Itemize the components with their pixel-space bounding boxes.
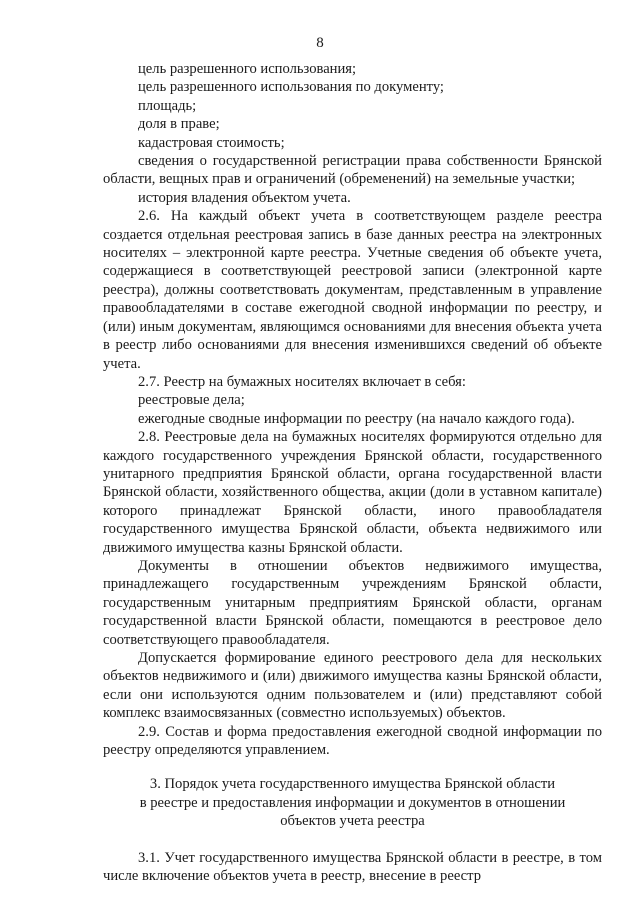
list-item: цель разрешенного использования; (138, 61, 357, 77)
list-item: доля в праве; (138, 116, 220, 133)
paragraph-single-file: Допускается формирование единого реестрового дела для нескольких объектов недвижимого и (или) движимого имущества казны Брянской области, если они используются одним пользователем и (или) представляют собой комплекс взаимосвязанных (совместно используемых) объектов. (103, 650, 602, 722)
list-item: реестровые дела; (138, 392, 245, 409)
list-item: площадь; (138, 97, 197, 114)
list-item: ежегодные сводные информации по реестру (на начало каждого года). (138, 410, 575, 427)
paragraph-2-7: 2.7. Реестр на бумажных носителях включает в себя: (138, 373, 466, 390)
paragraph-state-registration: сведения о государственной регистрации права собственности Брянской области, вещных прав и ограничений (обременений) на земельные участки; (103, 153, 602, 188)
paragraph-documents: Документы в отношении объектов недвижимого имущества, принадлежащего государственным учреждениям Брянской области, государственным унитарным предприятиям Брянской области, органам государственной власти Брянской области, помещаются в реестровое дело соответствующего правообладателя. (103, 557, 602, 648)
paragraph-2-6: 2.6. На каждый объект учета в соответствующем разделе реестра создается отдельная реестровая запись в базе данных реестра на электронных носителях – электронной карте реестра. Учетные сведения об объекте учета, содержащиеся в соответствующей реестровой записи (электронной карте реестра), должны соответствовать документам, представленным в управление правообладателями в составе ежегодной сводной информации по реестру, и (или) иным документам, являющимся основаниями для внесения объекта учета в реестр либо основаниями для внесения изменившихся сведений об объекте учета. (103, 208, 602, 372)
section-heading-line: в реестре и предоставления информации и документов в отношении (139, 794, 566, 811)
paragraph-2-9: 2.9. Состав и форма предоставления ежегодной сводной информации по реестру определяются управлением. (103, 723, 602, 759)
list-item: цель разрешенного использования по документу; (138, 79, 444, 96)
paragraph-3-1: 3.1. Учет государственного имущества Брянской области в реестре, в том числе включение объектов учета в реестр, внесение в реестр (103, 849, 602, 885)
section-heading-line: 3. Порядок учета государственного имущества Брянской области (149, 776, 556, 793)
list-item: кадастровая стоимость; (138, 134, 285, 151)
page-number: 8 (316, 35, 324, 51)
paragraph-ownership-history: история владения объектом учета. (138, 189, 351, 206)
document-body (103, 60, 602, 885)
section-heading-line: объектов учета реестра (280, 813, 425, 830)
paragraph-2-8: 2.8. Реестровые дела на бумажных носителях формируются отдельно для каждого государственного учреждения Брянской области, государственного унитарного предприятия Брянской области, органа государственной власти Брянской области, хозяйственного общества, акции (доли в уставном капитале) которого принадлежат Брянской области, иного правообладателя государственного имущества Брянской области, объекта недвижимого или движимого имущества казны Брянской области. (103, 429, 602, 556)
section-heading (103, 775, 602, 830)
